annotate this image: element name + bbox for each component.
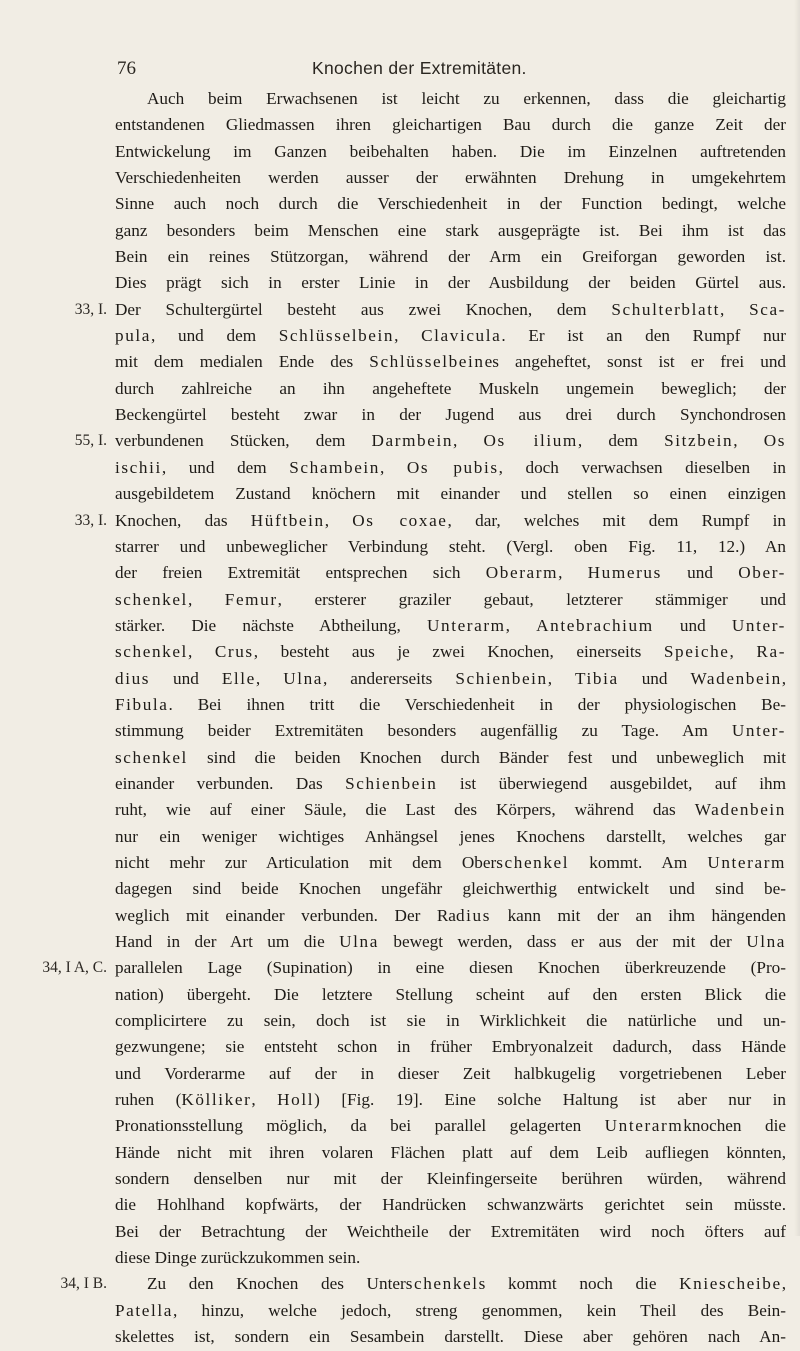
line-text: Bei der Betrachtung der Weichtheile der Extremitäten wird noch öfters auf xyxy=(115,1221,786,1241)
text-line xyxy=(115,1298,786,1324)
line-text: starrer und unbeweglicher Verbindung steht. (Vergl. oben Fig. 11, 12.) An xyxy=(115,536,786,556)
text-line xyxy=(115,1166,786,1192)
text-line xyxy=(115,323,786,349)
text-line xyxy=(115,455,786,481)
text-line xyxy=(115,1113,786,1139)
line-text: die Hohlhand kopfwärts, der Handrücken schwanzwärts gerichtet sein müsste. xyxy=(115,1195,786,1215)
line-text: verbundenen Stücken, dem Darmbein, Os ilium, dem Sitzbein, Os xyxy=(115,431,787,451)
line-text: parallelen Lage (Supination) in eine diesen Knochen überkreuzende (Pro- xyxy=(115,958,786,978)
text-line xyxy=(115,771,786,797)
text-line xyxy=(115,850,786,876)
line-text: und Vorderarme auf der in dieser Zeit halbkugelig vorgetriebenen Leber xyxy=(115,1063,786,1083)
text-line xyxy=(115,218,786,244)
text-line xyxy=(74,508,786,534)
line-text: skelettes ist, sondern ein Sesambein darstellt. Diese aber gehören nach An- xyxy=(115,1327,786,1347)
text-line xyxy=(115,1087,786,1113)
line-text: schenkel, Crus, besteht aus je zwei Knochen, einerseits Speiche, Ra- xyxy=(115,642,787,662)
line-text: Dies prägt sich in erster Linie in der Ausbildung der beiden Gürtel aus. xyxy=(115,273,786,293)
text-line xyxy=(115,824,786,850)
line-text: schenkel, Femur, ersterer graziler gebaut, letzterer stämmiger und xyxy=(115,589,787,609)
text-line xyxy=(115,1008,786,1034)
text-line xyxy=(115,560,786,586)
text-line xyxy=(115,613,786,639)
text-line xyxy=(115,270,786,296)
margin-reference: 55, I. xyxy=(74,432,107,450)
line-text: Beckengürtel besteht zwar in der Jugend aus drei durch Synchondrosen xyxy=(115,405,786,425)
line-text: weglich mit einander verbunden. Der Radius kann mit der an ihm hängenden xyxy=(115,905,786,925)
line-text: Hand in der Art um die Ulna bewegt werden, dass er aus der mit der Ulna xyxy=(115,932,786,951)
text-line xyxy=(115,1219,786,1245)
text-line xyxy=(74,297,787,323)
line-text: Patella, hinzu, welche jedoch, streng genommen, kein Theil des Bein- xyxy=(115,1300,786,1320)
line-text: complicirtere zu sein, doch ist sie in Wirklichkeit die natürliche und un- xyxy=(115,1011,786,1031)
body-text xyxy=(42,86,787,1351)
text-line xyxy=(115,112,786,138)
page-number: 76 xyxy=(117,58,136,79)
line-text: stärker. Die nächste Abtheilung, Unterarm, Antebrachium und Unter- xyxy=(115,615,787,635)
text-line xyxy=(115,1061,786,1087)
text-line xyxy=(115,191,786,217)
line-text: mit dem medialen Ende des Schlüsselbeines angeheftet, sonst ist er frei und xyxy=(115,352,787,372)
line-text: Zu den Knochen des Unterschenkels kommt noch die Kniescheibe, xyxy=(147,1274,786,1294)
line-text: ganz besonders beim Menschen eine stark ausgeprägte ist. Bei ihm ist das xyxy=(115,220,786,240)
line-text: diese Dinge zurückzukommen sein. xyxy=(115,1248,361,1268)
line-text: nur ein weniger wichtiges Anhängsel jenes Knochens darstellt, welches gar xyxy=(115,826,786,846)
text-line xyxy=(115,1245,786,1271)
line-text: ausgebildetem Zustand knöchern mit einander und stellen so einen einzigen xyxy=(115,484,786,504)
text-line xyxy=(115,903,786,929)
line-text: Fibula. Bei ihnen tritt die Verschiedenheit in der physiologischen Be- xyxy=(115,694,786,714)
line-text: pula, und dem Schlüsselbein, Clavicula. Er ist an den Rumpf nur xyxy=(115,326,787,346)
line-text: gezwungene; sie entsteht schon in früher Embryonalzeit dadurch, dass Hände xyxy=(115,1037,786,1057)
text-line xyxy=(115,376,786,402)
text-line xyxy=(115,165,786,191)
line-text: sondern denselben nur mit der Kleinfingerseite berühren würden, während xyxy=(115,1169,786,1189)
line-text: der freien Extremität entsprechen sich Oberarm, Humerus und Ober- xyxy=(115,563,787,583)
text-line xyxy=(115,639,786,665)
line-text: Sinne auch noch durch die Verschiedenheit in der Function bedingt, welche xyxy=(115,194,786,214)
line-text: Entwickelung im Ganzen beibehalten haben. Die im Einzelnen auftretenden xyxy=(115,141,786,161)
margin-reference: 33, I. xyxy=(74,511,107,529)
running-title: Knochen der Extremitäten. xyxy=(312,58,527,78)
text-line xyxy=(115,481,786,507)
text-line xyxy=(115,244,786,270)
text-line xyxy=(115,692,786,718)
line-text: Bein ein reines Stützorgan, während der Arm ein Greiforgan geworden ist. xyxy=(115,247,786,267)
line-text: dagegen sind beide Knochen ungefähr gleichwerthig entwickelt und sind be- xyxy=(115,879,786,899)
text-line xyxy=(115,797,786,823)
line-text: nicht mehr zur Articulation mit dem Oberschenkel kommt. Am Unterarm xyxy=(115,852,786,872)
text-line xyxy=(115,876,786,902)
line-text: einander verbunden. Das Schienbein ist überwiegend ausgebildet, auf ihm xyxy=(115,773,786,793)
line-text: Hände nicht mit ihren volaren Flächen platt auf dem Leib aufliegen könnten, xyxy=(115,1142,786,1162)
line-text: nation) übergeht. Die letztere Stellung scheint auf den ersten Blick die xyxy=(115,984,786,1004)
line-text: schenkel sind die beiden Knochen durch Bänder fest und unbeweglich mit xyxy=(115,747,786,767)
line-text: entstandenen Gliedmassen ihren gleichartigen Bau durch die ganze Zeit der xyxy=(115,115,786,135)
line-text: Verschiedenheiten werden ausser der erwähnten Drehung in umgekehrtem xyxy=(115,168,786,188)
text-line xyxy=(115,1140,786,1166)
text-line xyxy=(115,929,786,955)
text-line xyxy=(115,982,786,1008)
line-text: ischii, und dem Schambein, Os pubis, doch verwachsen dieselben in xyxy=(115,457,786,477)
page-edge-shadow xyxy=(794,0,800,1236)
line-text: durch zahlreiche an ihn angeheftete Muskeln ungemein beweglich; der xyxy=(115,378,786,398)
line-text: Pronationsstellung möglich, da bei parallel gelagerten Unterarmknochen die xyxy=(115,1116,786,1136)
line-text: Der Schultergürtel besteht aus zwei Knochen, dem Schulterblatt, Sca- xyxy=(115,299,787,319)
text-line xyxy=(115,139,786,165)
margin-reference: 34, I A, C. xyxy=(42,959,107,977)
line-text: ruhen (Kölliker, Holl) [Fig. 19]. Eine solche Haltung ist aber nur in xyxy=(115,1090,787,1110)
text-line xyxy=(115,349,786,375)
line-text: ruht, wie auf einer Säule, die Last des Körpers, während das Wadenbein xyxy=(115,800,786,820)
margin-reference: 34, I B. xyxy=(60,1275,107,1293)
line-text: Auch beim Erwachsenen ist leicht zu erkennen, dass die gleichartig xyxy=(147,89,786,108)
text-line xyxy=(115,1192,786,1218)
text-line xyxy=(60,1271,786,1297)
text-line xyxy=(115,1324,786,1350)
text-line xyxy=(115,745,786,771)
text-line xyxy=(115,666,786,692)
text-line xyxy=(115,718,786,744)
text-line xyxy=(74,428,787,454)
text-line xyxy=(115,1034,786,1060)
margin-reference: 33, I. xyxy=(74,300,107,318)
text-line xyxy=(115,534,786,560)
text-line xyxy=(42,955,786,981)
line-text: Knochen, das Hüftbein, Os coxae, dar, welches mit dem Rumpf in xyxy=(115,510,786,530)
line-text: dius und Elle, Ulna, andererseits Schienbein, Tibia und Wadenbein, xyxy=(115,668,787,688)
line-text: stimmung beider Extremitäten besonders augenfällig zu Tage. Am Unter- xyxy=(115,721,786,741)
text-line xyxy=(115,587,786,613)
text-line xyxy=(115,86,786,112)
text-line xyxy=(115,402,786,428)
